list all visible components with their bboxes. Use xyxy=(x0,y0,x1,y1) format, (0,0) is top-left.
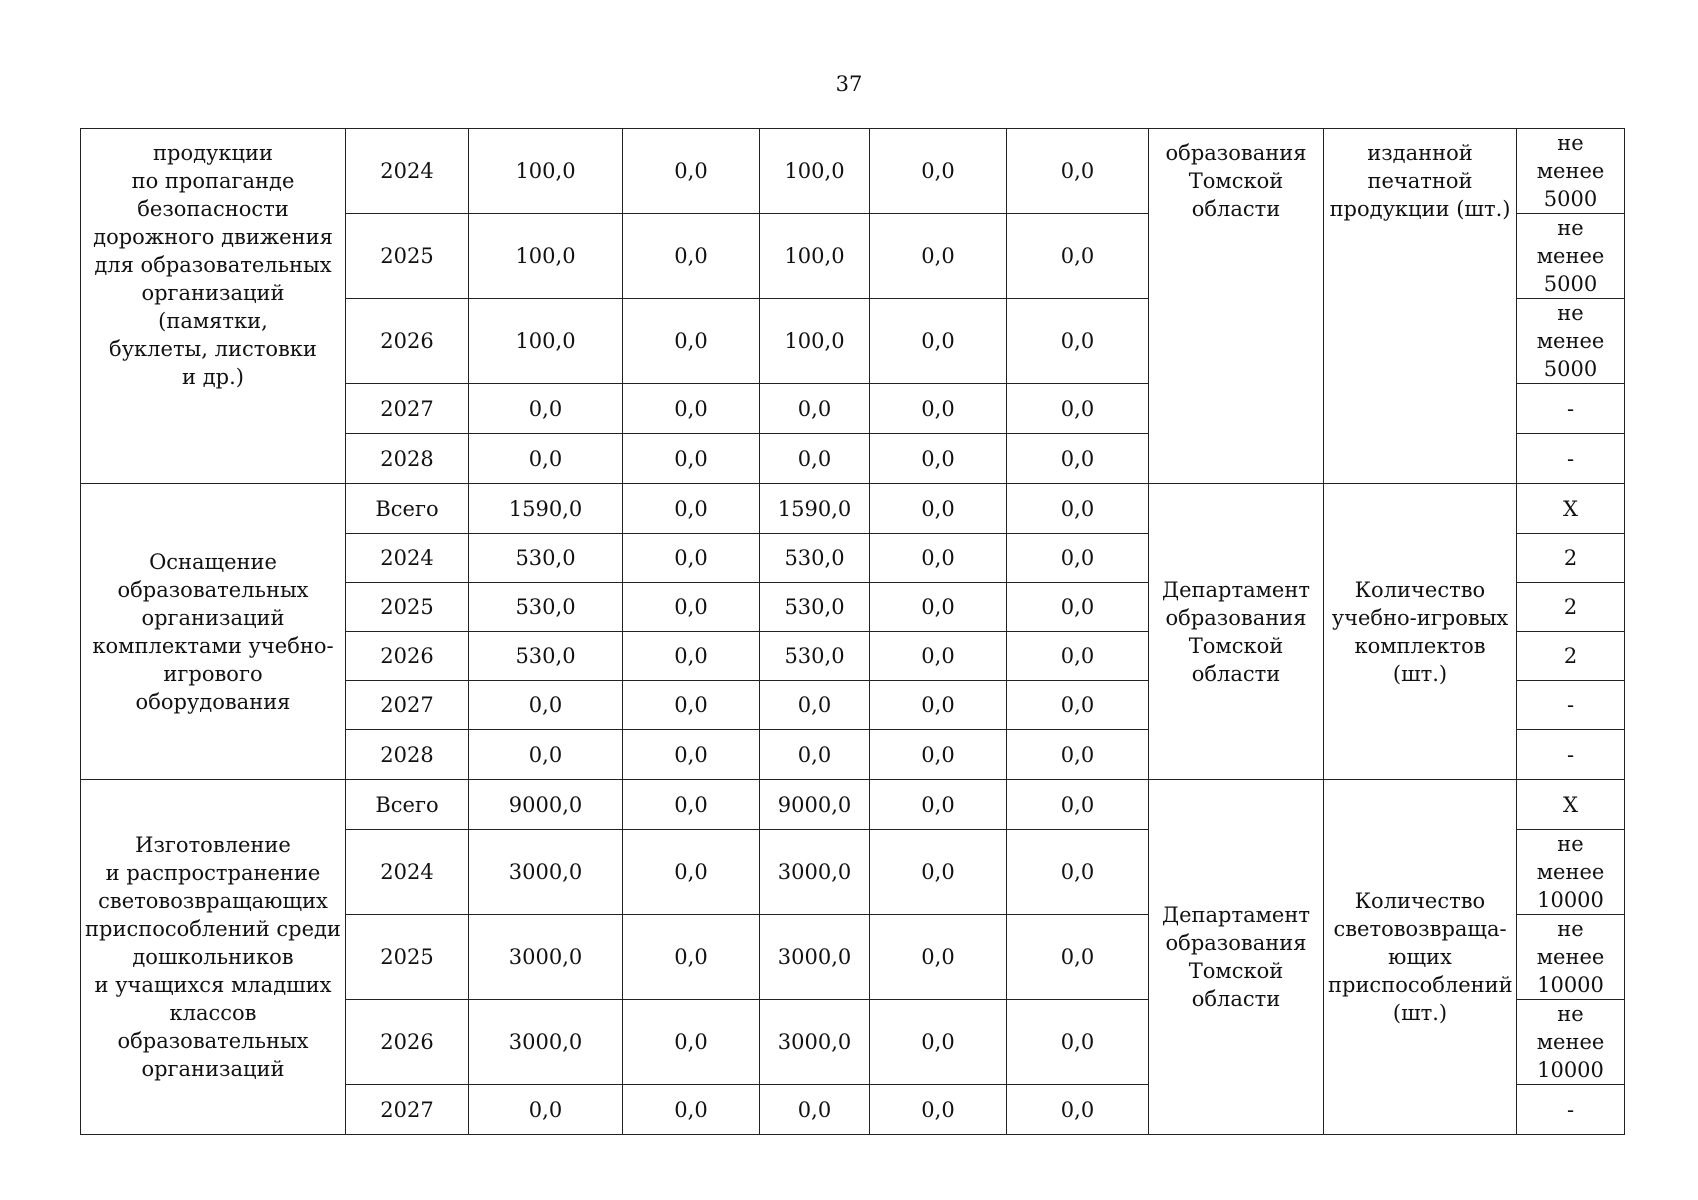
period-cell: 2024 xyxy=(346,830,469,915)
value-cell: 0,0 xyxy=(870,830,1007,915)
target-cell: не менее 10000 xyxy=(1517,915,1625,1000)
total-cell: 3000,0 xyxy=(469,1000,623,1085)
target-cell: - xyxy=(1517,384,1625,434)
target-cell: не менее 10000 xyxy=(1517,1000,1625,1085)
value-cell: 0,0 xyxy=(1007,780,1149,830)
value-cell: 0,0 xyxy=(1007,129,1149,214)
value-cell: 0,0 xyxy=(870,1085,1007,1135)
value-cell: 100,0 xyxy=(760,299,870,384)
total-cell: 0,0 xyxy=(469,730,623,780)
value-cell: 3000,0 xyxy=(760,915,870,1000)
value-cell: 0,0 xyxy=(870,384,1007,434)
value-cell: 0,0 xyxy=(1007,583,1149,632)
value-cell: 0,0 xyxy=(623,830,760,915)
total-cell: 9000,0 xyxy=(469,780,623,830)
value-cell: 0,0 xyxy=(870,534,1007,583)
value-cell: 9000,0 xyxy=(760,780,870,830)
value-cell: 0,0 xyxy=(1007,384,1149,434)
value-cell: 0,0 xyxy=(1007,484,1149,534)
target-cell: не менее 10000 xyxy=(1517,830,1625,915)
total-cell: 530,0 xyxy=(469,583,623,632)
total-cell: 100,0 xyxy=(469,299,623,384)
period-cell: 2027 xyxy=(346,681,469,730)
value-cell: 0,0 xyxy=(1007,681,1149,730)
target-cell: 2 xyxy=(1517,534,1625,583)
value-cell: 0,0 xyxy=(1007,632,1149,681)
value-cell: 0,0 xyxy=(870,299,1007,384)
value-cell: 0,0 xyxy=(623,299,760,384)
table-row xyxy=(81,780,1625,830)
value-cell: 0,0 xyxy=(623,384,760,434)
value-cell: 0,0 xyxy=(623,434,760,484)
total-cell: 530,0 xyxy=(469,632,623,681)
total-cell: 0,0 xyxy=(469,1085,623,1135)
page-number: 37 xyxy=(835,72,863,96)
value-cell: 0,0 xyxy=(760,384,870,434)
value-cell: 0,0 xyxy=(870,484,1007,534)
target-cell: - xyxy=(1517,730,1625,780)
period-cell: 2028 xyxy=(346,434,469,484)
indicator-cell: Количество световозвраща- ющих приспособлений (шт.) xyxy=(1324,780,1517,1135)
value-cell: 0,0 xyxy=(623,129,760,214)
total-cell: 0,0 xyxy=(469,434,623,484)
executor-cell: Департамент образования Томской области xyxy=(1149,780,1324,1135)
total-cell: 100,0 xyxy=(469,129,623,214)
period-cell: 2026 xyxy=(346,299,469,384)
value-cell: 0,0 xyxy=(760,434,870,484)
value-cell: 0,0 xyxy=(760,1085,870,1135)
value-cell: 0,0 xyxy=(623,915,760,1000)
value-cell: 0,0 xyxy=(870,915,1007,1000)
target-cell: 2 xyxy=(1517,583,1625,632)
value-cell: 0,0 xyxy=(623,730,760,780)
period-cell: 2026 xyxy=(346,632,469,681)
value-cell: 0,0 xyxy=(760,730,870,780)
total-cell: 530,0 xyxy=(469,534,623,583)
target-cell: - xyxy=(1517,434,1625,484)
target-cell: не менее 5000 xyxy=(1517,129,1625,214)
value-cell: 0,0 xyxy=(1007,299,1149,384)
period-cell: 2025 xyxy=(346,214,469,299)
executor-cell: образования Томской области xyxy=(1149,129,1324,484)
target-cell: не менее 5000 xyxy=(1517,214,1625,299)
budget-table xyxy=(80,128,1625,1135)
value-cell: 0,0 xyxy=(623,484,760,534)
value-cell: 0,0 xyxy=(623,1085,760,1135)
value-cell: 0,0 xyxy=(870,434,1007,484)
value-cell: 0,0 xyxy=(870,583,1007,632)
value-cell: 0,0 xyxy=(870,1000,1007,1085)
value-cell: 0,0 xyxy=(1007,214,1149,299)
value-cell: 0,0 xyxy=(1007,915,1149,1000)
value-cell: 100,0 xyxy=(760,214,870,299)
value-cell: 0,0 xyxy=(870,780,1007,830)
period-cell: 2025 xyxy=(346,583,469,632)
value-cell: 0,0 xyxy=(870,129,1007,214)
measure-name-cell: Изготовление и распространение световозвращающих приспособлений среди дошкольников и учащихся младших классов образовательных организаций xyxy=(81,780,346,1135)
value-cell: 0,0 xyxy=(623,583,760,632)
total-cell: 100,0 xyxy=(469,214,623,299)
total-cell: 0,0 xyxy=(469,384,623,434)
total-cell: 1590,0 xyxy=(469,484,623,534)
target-cell: X xyxy=(1517,780,1625,830)
indicator-cell: изданной печатной продукции (шт.) xyxy=(1324,129,1517,484)
period-cell: 2024 xyxy=(346,129,469,214)
value-cell: 0,0 xyxy=(870,632,1007,681)
value-cell: 0,0 xyxy=(623,681,760,730)
total-cell: 3000,0 xyxy=(469,915,623,1000)
period-cell: 2026 xyxy=(346,1000,469,1085)
target-cell: - xyxy=(1517,1085,1625,1135)
value-cell: 0,0 xyxy=(623,1000,760,1085)
value-cell: 0,0 xyxy=(1007,534,1149,583)
period-cell: 2028 xyxy=(346,730,469,780)
period-cell: Всего xyxy=(346,780,469,830)
total-cell: 0,0 xyxy=(469,681,623,730)
value-cell: 3000,0 xyxy=(760,830,870,915)
target-cell: не менее 5000 xyxy=(1517,299,1625,384)
value-cell: 0,0 xyxy=(1007,830,1149,915)
table-row xyxy=(81,129,1625,214)
value-cell: 0,0 xyxy=(623,780,760,830)
value-cell: 0,0 xyxy=(1007,1000,1149,1085)
value-cell: 530,0 xyxy=(760,534,870,583)
target-cell: - xyxy=(1517,681,1625,730)
period-cell: 2027 xyxy=(346,384,469,434)
value-cell: 0,0 xyxy=(870,730,1007,780)
value-cell: 0,0 xyxy=(870,214,1007,299)
period-cell: Всего xyxy=(346,484,469,534)
value-cell: 3000,0 xyxy=(760,1000,870,1085)
target-cell: X xyxy=(1517,484,1625,534)
value-cell: 0,0 xyxy=(623,632,760,681)
value-cell: 0,0 xyxy=(870,681,1007,730)
value-cell: 0,0 xyxy=(760,681,870,730)
table-row xyxy=(81,484,1625,534)
measure-name-cell: Оснащение образовательных организаций комплектами учебно- игрового оборудования xyxy=(81,484,346,780)
value-cell: 0,0 xyxy=(623,534,760,583)
value-cell: 100,0 xyxy=(760,129,870,214)
measure-name-cell: продукции по пропаганде безопасности дорожного движения для образовательных организаций (памятки, буклеты, листовки и др.) xyxy=(81,129,346,484)
value-cell: 1590,0 xyxy=(760,484,870,534)
indicator-cell: Количество учебно-игровых комплектов (шт.) xyxy=(1324,484,1517,780)
value-cell: 0,0 xyxy=(623,214,760,299)
value-cell: 0,0 xyxy=(1007,730,1149,780)
value-cell: 530,0 xyxy=(760,632,870,681)
value-cell: 530,0 xyxy=(760,583,870,632)
value-cell: 0,0 xyxy=(1007,434,1149,484)
executor-cell: Департамент образования Томской области xyxy=(1149,484,1324,780)
period-cell: 2024 xyxy=(346,534,469,583)
target-cell: 2 xyxy=(1517,632,1625,681)
period-cell: 2025 xyxy=(346,915,469,1000)
period-cell: 2027 xyxy=(346,1085,469,1135)
value-cell: 0,0 xyxy=(1007,1085,1149,1135)
total-cell: 3000,0 xyxy=(469,830,623,915)
